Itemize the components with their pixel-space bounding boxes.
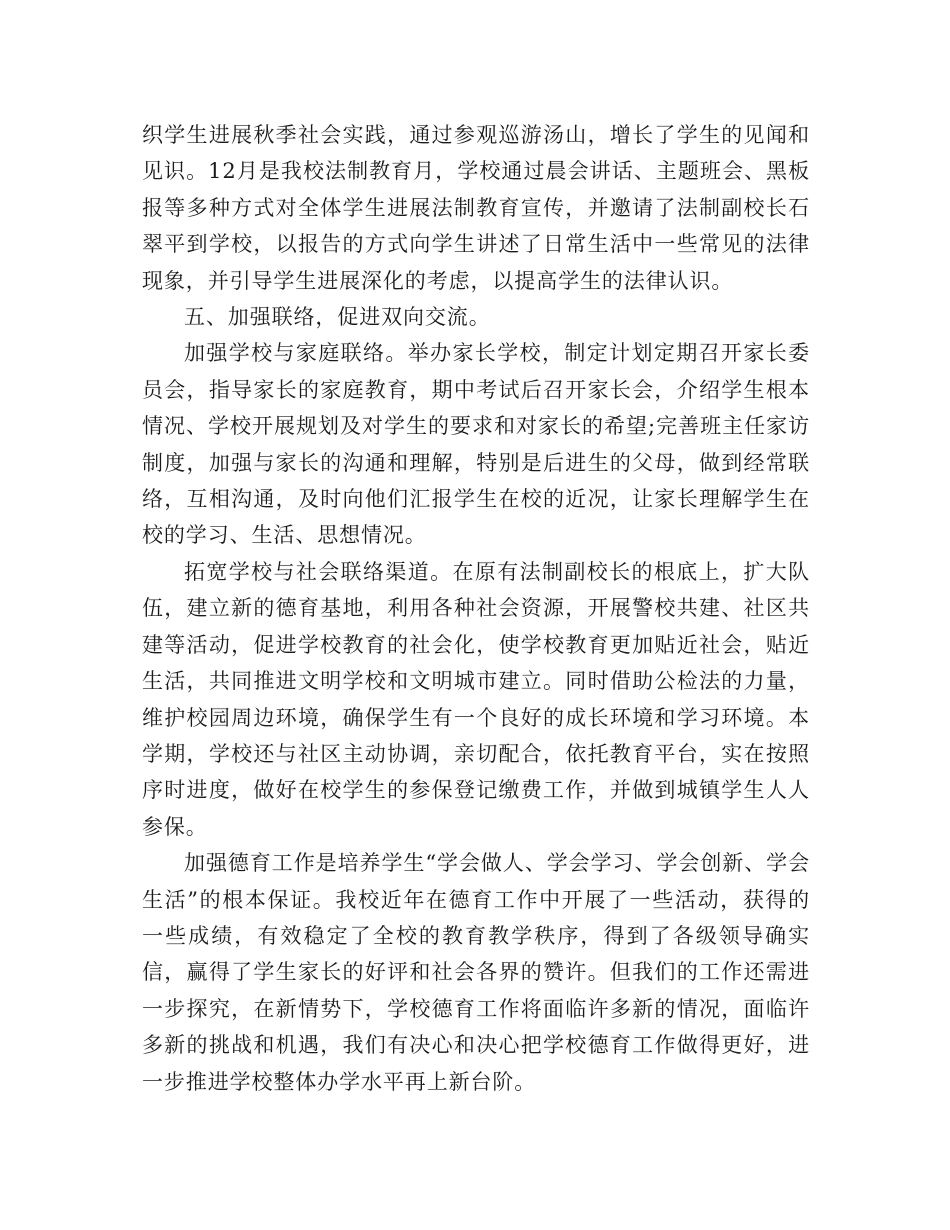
paragraph-1-continued: 织学生进展秋季社会实践，通过参观巡游汤山，增长了学生的见闻和见识。12月是我校法制教育月，学校通过晨会讲话、主题班会、黑板报等多种方式对全体学生进展法制教育宣传，并邀请了法制副校长石翠平到学校，以报告的方式向学生讲述了日常生活中一些常见的法律现象，并引导学生进展深化的考虑，以提高学生的法律认识。 (142, 123, 810, 293)
section-heading-5: 五、加强联络，促进双向交流。 (184, 305, 491, 330)
paragraph-conclusion: 加强德育工作是培养学生“学会做人、学会学习、学会创新、学会生活”的根本保证。我校近年在德育工作中开展了一些活动，获得的一些成绩，有效稳定了全校的教育教学秩序，得到了各级领导确实信，赢得了学生家长的好评和社会各界的赞许。但我们的工作还需进一步探究，在新情势下，学校德育工作将面临许多新的情况，面临许多新的挑战和机遇，我们有决心和决心把学校德育工作做得更好，进一步推进学校整体办学水平再上新台阶。 (142, 851, 810, 1094)
paragraph-home-school: 加强学校与家庭联络。举办家长学校，制定计划定期召开家长委员会，指导家长的家庭教育，期中考试后召开家长会，介绍学生根本情况、学校开展规划及对学生的要求和对家长的希望;完善班主任家访制度，加强与家长的沟通和理解，特别是后进生的父母，做到经常联络，互相沟通，及时向他们汇报学生在校的近况，让家长理解学生在校的学习、生活、思想情况。 (142, 341, 810, 548)
document-page (142, 117, 810, 1100)
paragraph-school-society: 拓宽学校与社会联络渠道。在原有法制副校长的根底上，扩大队伍，建立新的德育基地，利用各种社会资源，开展警校共建、社区共建等活动，促进学校教育的社会化，使学校教育更加贴近社会，贴近生活，共同推进文明学校和文明城市建立。同时借助公检法的力量，维护校园周边环境，确保学生有一个良好的成长环境和学习环境。本学期，学校还与社区主动协调，亲切配合，依托教育平台，实在按照序时进度，做好在校学生的参保登记缴费工作，并做到城镇学生人人参保。 (142, 559, 810, 839)
